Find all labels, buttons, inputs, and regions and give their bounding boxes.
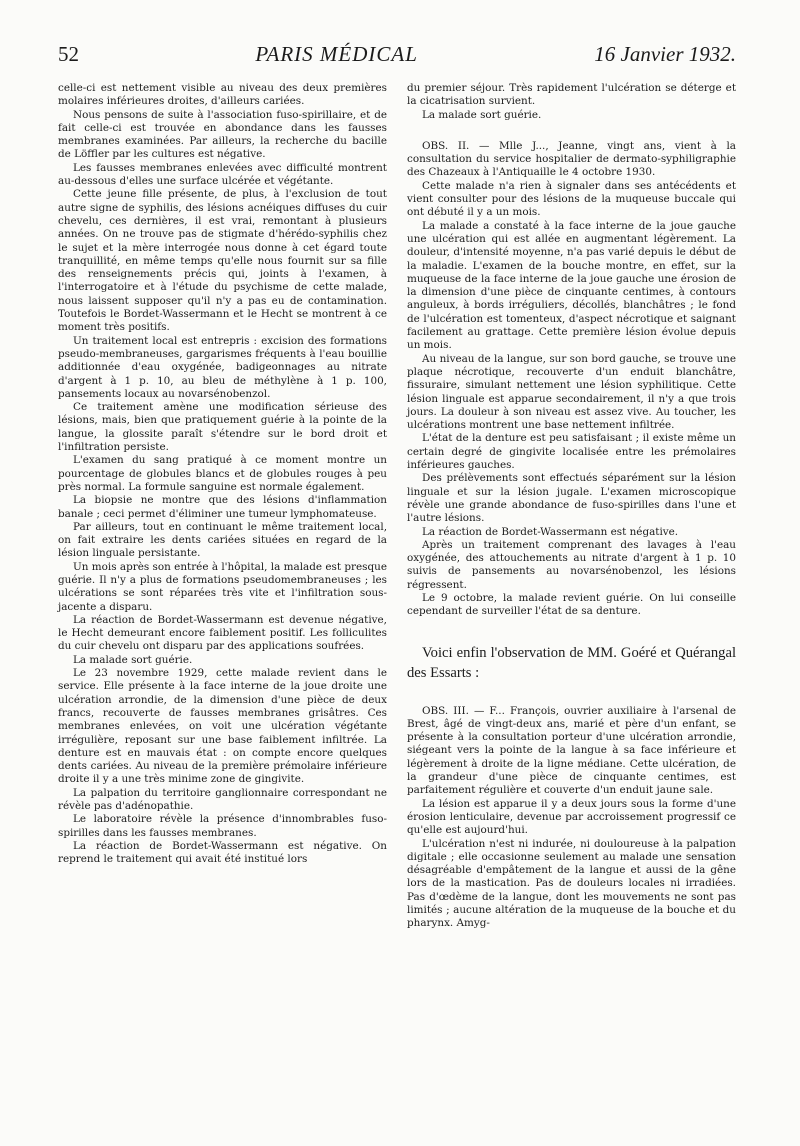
paragraph: L'ulcération n'est ni indurée, ni douloureuse à la palpation digitale ; elle occasionne seulement au malade une sensation désagréable d'empâtement de la langue et aussi de la gêne lors de la mastication. Pas de douleurs locales ni irradiées. Pas d'œdème de la langue, dont les mouvements ne sont pas limités ; aucune altération de la muqueuse de la bouche et du pharynx. Amyg- (407, 837, 736, 930)
observation-2-heading-paragraph: OBS. II. — Mlle J..., Jeanne, vingt ans, vient à la consultation du service hospitalier de dermato-syphiligraphie des Chazeaux à l'Antiquaille le 4 octobre 1930. (407, 139, 736, 179)
journal-title: PARIS MÉDICAL (255, 42, 418, 66)
paragraph: L'état de la denture est peu satisfaisant ; il existe même un certain degré de gingivite localisée entre les prémolaires inférieures gauches. (407, 432, 736, 472)
paragraph: La malade a constaté à la face interne de la joue gauche une ulcération qui est allée en augmentant légèrement. La douleur, d'intensité moyenne, n'a pas varié depuis le début de la maladie. L'examen de la bouche montre, en effet, sur la muqueuse de la face interne de la joue gauche une érosion de la dimension d'une pièce de cinquante centimes, à contours anguleux, à bords irréguliers, décollés, blanchâtres ; le fond de l'ulcération est tomenteux, d'aspect nécrotique et saignant facilement au grattage. Cette première lésion évolue depuis un mois. (407, 219, 736, 352)
observation-3-heading-paragraph: OBS. III. — F... François, ouvrier auxiliaire à l'arsenal de Brest, âgé de vingt-deux ans, marié et père d'un enfant, se présente à la consultation porteur d'une ulcération arrondie, siégeant vers la pointe de la langue à sa face inférieure et légèrement à droite de la ligne médiane. Cette ulcération, de la grandeur d'une pièce de cinquante centimes, est parfaitement régulière et couverte d'un enduit jaune sale. (407, 704, 736, 797)
paragraph: Un traitement local est entrepris : excision des formations pseudo-membraneuses, gargarismes fréquents à l'eau bouillie additionnée d'eau oxygénée, badigeonnages au nitrate d'argent à 1 p. 10, au bleu de méthylène à 1 p. 100, pansements locaux au novarsénobenzol. (58, 334, 387, 400)
paragraph: Des prélèvements sont effectués séparément sur la lésion linguale et sur la lésion jugale. L'examen microscopique révèle une grande abondance de fuso-spirilles dans l'une et l'autre lésions. (407, 472, 736, 525)
paragraph: L'examen du sang pratiqué à ce moment montre un pourcentage de globules blancs et de globules rouges à peu près normal. La formule sanguine est normale également. (58, 454, 387, 493)
paragraph: Le 9 octobre, la malade revient guérie. On lui conseille cependant de surveiller l'état de sa denture. (407, 591, 736, 618)
page-number: 52 (58, 42, 79, 66)
lead-paragraph: Voici enfin l'observation de MM. Goéré et Quérangal des Essarts : (407, 644, 736, 681)
text-columns (58, 82, 736, 931)
paragraph: Ce traitement amène une modification sérieuse des lésions, mais, bien que pratiquement guérie à la pointe de la langue, la glossite paraît s'étendre sur le bord droit et l'infiltration persiste. (58, 401, 387, 454)
paragraph: Par ailleurs, tout en continuant le même traitement local, on fait extraire les dents cariées situées en regard de la lésion linguale persistante. (58, 520, 387, 560)
right-column (407, 82, 736, 931)
paragraph: La malade sort guérie. (422, 108, 542, 121)
paragraph: Les fausses membranes enlevées avec difficulté montrent au-dessous d'elles une surface ulcérée et végétante. (58, 161, 387, 188)
paragraph: Un mois après son entrée à l'hôpital, la malade est presque guérie. Il n'y a plus de formations pseudomembraneuses ; les ulcérations se sont réparées très vite et l'infiltration sous-jacente a disparu. (58, 560, 387, 613)
paragraph: Le 23 novembre 1929, cette malade revient dans le service. Elle présente à la face interne de la joue droite une ulcération arrondie, de la dimension d'une pièce de deux francs, recouverte de fausses membranes grisâtres. Ces membranes enlevées, on voit une ulcération végétante irrégulière, reposant sur une base faiblement infiltrée. La denture est en mauvais état : on compte encore quelques dents cariées. Au niveau de la première prémolaire inférieure droite il y a une très minime zone de gingivite. (58, 667, 387, 786)
paragraph: La palpation du territoire ganglionnaire correspondant ne révèle pas d'adénopathie. (58, 786, 387, 813)
paragraph: La lésion est apparue il y a deux jours sous la forme d'une érosion lenticulaire, devenue par accroissement progressif ce qu'elle est aujourd'hui. (407, 797, 736, 837)
left-column (58, 82, 387, 931)
paragraph: Le laboratoire révèle la présence d'innombrables fuso-spirilles dans les fausses membranes. (58, 813, 387, 839)
paragraph: celle-ci est nettement visible au niveau des deux premières molaires inférieures droites, d'ailleurs cariées. (58, 82, 387, 108)
paragraph: Cette jeune fille présente, de plus, à l'exclusion de tout autre signe de syphilis, des lésions acnéiques diffuses du cuir chevelu, ces dernières, il est vrai, remontant à plusieurs années. On ne trouve pas de stigmate d'hérédo-syphilis chez le sujet et la mère interrogée nous donne à cet égard toute tranquillité, en même temps qu'elle nous fournit sur sa fille des renseignements précis qui, joints à l'examen, à l'interrogatoire et à l'étude du psychisme de cette malade, nous laissent supposer qu'il n'y a pas eu de contamination. Toutefois le Bordet-Wassermann et le Hecht se montrent à ce moment très positifs. (58, 188, 387, 334)
paragraph: La réaction de Bordet-Wassermann est devenue négative, le Hecht demeurant encore faiblement positif. Les folliculites du cuir chevelu ont disparu par des applications soufrées. (58, 613, 387, 653)
paragraph: La malade sort guérie. (73, 653, 193, 666)
paragraph: Cette malade n'a rien à signaler dans ses antécédents et vient consulter pour des lésions de la muqueuse buccale qui ont débuté il y a un mois. (407, 179, 736, 219)
paragraph: du premier séjour. Très rapidement l'ulcération se déterge et la cicatrisation survient. (407, 82, 736, 108)
issue-date: 16 Janvier 1932. (594, 42, 736, 66)
running-header (58, 42, 736, 82)
paragraph: La réaction de Bordet-Wassermann est négative. (422, 525, 679, 538)
paragraph: La biopsie ne montre que des lésions d'inflammation banale ; ceci permet d'éliminer une tumeur lymphomateuse. (58, 494, 387, 520)
paragraph: La réaction de Bordet-Wassermann est négative. On reprend le traitement qui avait été institué lors (58, 839, 387, 866)
paragraph: Après un traitement comprenant des lavages à l'eau oxygénée, des attouchements au nitrate d'argent à 1 p. 10 suivis de pansements au novarsénobenzol, les lésions régressent. (407, 538, 736, 591)
paragraph: Au niveau de la langue, sur son bord gauche, se trouve une plaque nécrotique, recouverte d'un enduit blanchâtre, fissuraire, simulant nettement une lésion syphilitique. Cette lésion linguale est apparue secondairement, il n'y a que trois jours. La douleur à son niveau est assez vive. Au toucher, les ulcérations montrent une base nettement infiltrée. (407, 352, 736, 432)
paragraph: Nous pensons de suite à l'association fuso-spirillaire, et de fait celle-ci est trouvée en abondance dans les fausses membranes examinées. Par ailleurs, la recherche du bacille de Löffler par les cultures est négative. (58, 108, 387, 161)
